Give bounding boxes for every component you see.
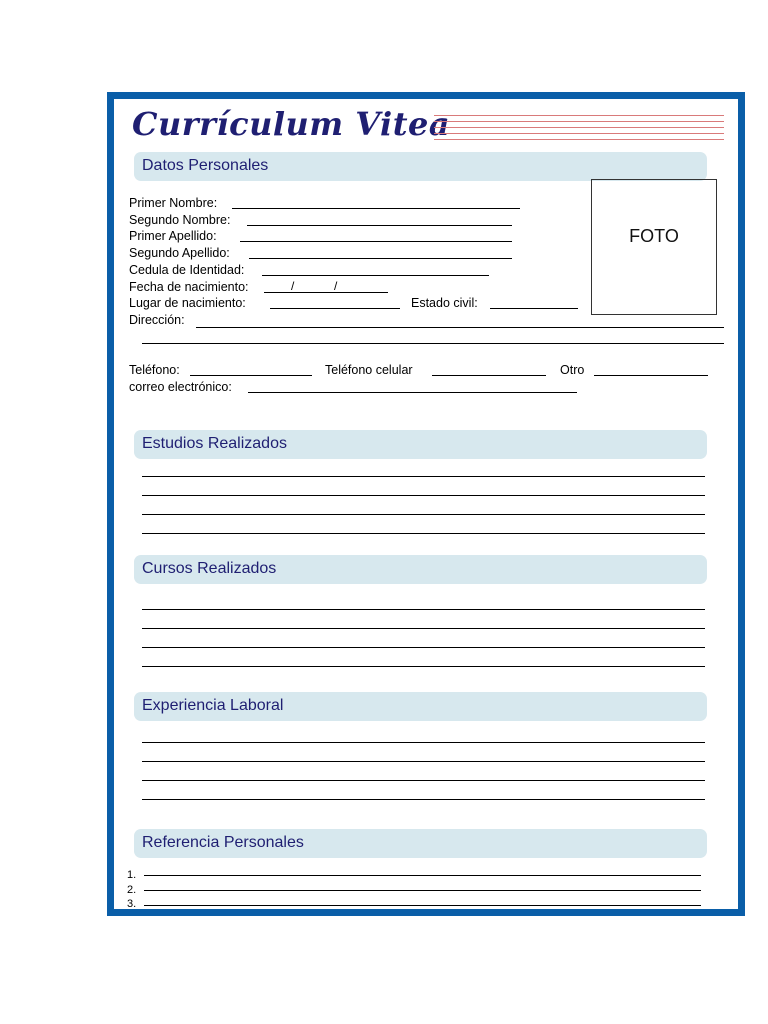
- second-name-field[interactable]: [247, 225, 512, 226]
- reference-number-3: 3.: [127, 898, 137, 910]
- reference-line-1[interactable]: [144, 875, 701, 876]
- section-experience: [134, 692, 707, 721]
- birth-place-field[interactable]: [270, 308, 400, 309]
- section-courses: [134, 555, 707, 584]
- mobile-field[interactable]: [432, 375, 546, 376]
- studies-line-2[interactable]: [142, 495, 705, 496]
- second-surname-field[interactable]: [249, 258, 512, 259]
- address-field-line-2[interactable]: [142, 343, 724, 344]
- address-label: Dirección:: [129, 313, 185, 327]
- section-title: Experiencia Laboral: [142, 697, 284, 714]
- first-name-field[interactable]: [232, 208, 520, 209]
- date-separator-1: /: [291, 279, 295, 293]
- document-title: Currículum Vitea: [132, 105, 451, 143]
- birth-date-field[interactable]: [264, 292, 388, 293]
- section-personal-data: [134, 152, 707, 181]
- experience-line-4[interactable]: [142, 799, 705, 800]
- reference-number-2: 2.: [127, 884, 137, 896]
- experience-line-1[interactable]: [142, 742, 705, 743]
- address-field-line-1[interactable]: [196, 327, 724, 328]
- civil-status-label: Estado civil:: [411, 296, 478, 310]
- first-name-label: Primer Nombre:: [129, 196, 218, 210]
- studies-line-1[interactable]: [142, 476, 705, 477]
- experience-line-3[interactable]: [142, 780, 705, 781]
- id-card-field[interactable]: [262, 275, 489, 276]
- photo-box[interactable]: [591, 179, 717, 315]
- courses-line-1[interactable]: [142, 609, 705, 610]
- courses-line-2[interactable]: [142, 628, 705, 629]
- studies-line-4[interactable]: [142, 533, 705, 534]
- section-studies: [134, 430, 707, 459]
- email-field[interactable]: [248, 392, 577, 393]
- mobile-label: Teléfono celular: [325, 363, 413, 377]
- id-card-label: Cedula de Identidad:: [129, 263, 245, 277]
- reference-number-1: 1.: [127, 869, 137, 881]
- other-phone-field[interactable]: [594, 375, 708, 376]
- courses-line-4[interactable]: [142, 666, 705, 667]
- birth-date-label: Fecha de nacimiento:: [129, 280, 249, 294]
- section-title: Cursos Realizados: [142, 560, 277, 577]
- section-title: Datos Personales: [142, 157, 269, 174]
- section-title: Referencia Personales: [142, 834, 304, 851]
- section-title: Estudios Realizados: [142, 435, 287, 452]
- date-separator-2: /: [334, 279, 338, 293]
- phone-field[interactable]: [190, 375, 312, 376]
- studies-line-3[interactable]: [142, 514, 705, 515]
- title-decoration-lines: [434, 115, 724, 139]
- second-surname-label: Segundo Apellido:: [129, 246, 230, 260]
- birth-place-label: Lugar de nacimiento:: [129, 296, 246, 310]
- experience-line-2[interactable]: [142, 761, 705, 762]
- email-label: correo electrónico:: [129, 380, 232, 394]
- section-references: [134, 829, 707, 858]
- first-surname-field[interactable]: [240, 241, 512, 242]
- reference-line-2[interactable]: [144, 890, 701, 891]
- first-surname-label: Primer Apellido:: [129, 229, 217, 243]
- other-phone-label: Otro: [560, 363, 585, 377]
- civil-status-field[interactable]: [490, 308, 578, 309]
- courses-line-3[interactable]: [142, 647, 705, 648]
- cv-form-sheet: [107, 92, 745, 916]
- photo-label: FOTO: [629, 226, 679, 246]
- phone-label: Teléfono:: [129, 363, 180, 377]
- reference-line-3[interactable]: [144, 905, 701, 906]
- second-name-label: Segundo Nombre:: [129, 213, 231, 227]
